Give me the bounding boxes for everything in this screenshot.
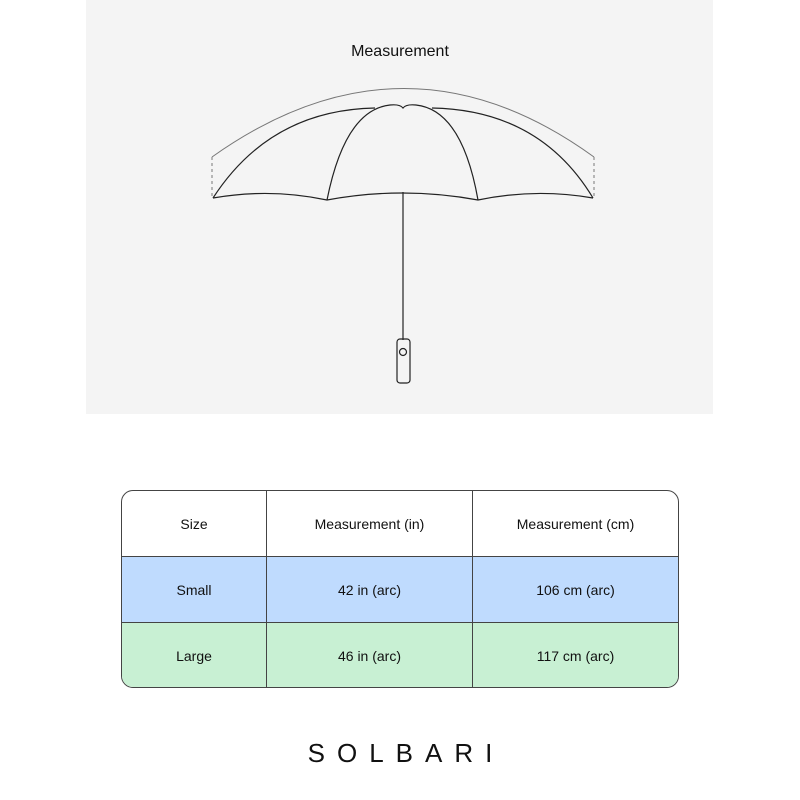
header-cell: Measurement (in) bbox=[267, 491, 473, 556]
size-table bbox=[121, 490, 679, 688]
table-cell: 117 cm (arc) bbox=[536, 648, 615, 664]
handle-button bbox=[400, 349, 407, 356]
table-row bbox=[122, 557, 678, 623]
table-cell: Large bbox=[122, 623, 267, 688]
table-row bbox=[122, 623, 678, 688]
table-cell: 42 in (arc) bbox=[267, 557, 473, 622]
handle bbox=[397, 339, 410, 383]
table-cell: 46 in (arc) bbox=[267, 623, 473, 688]
brand-logo: SOLBARI bbox=[307, 738, 505, 768]
header-cell: Measurement (cm) bbox=[516, 515, 635, 532]
table-cell: 106 cm (arc) bbox=[536, 581, 615, 598]
table-header-row bbox=[122, 491, 678, 557]
measurement-arc bbox=[212, 89, 594, 158]
canopy-center-panel bbox=[327, 105, 478, 200]
header-cell: Size bbox=[122, 491, 267, 556]
diagram-title: Measurement bbox=[351, 43, 449, 60]
table-cell: Small bbox=[122, 557, 267, 622]
